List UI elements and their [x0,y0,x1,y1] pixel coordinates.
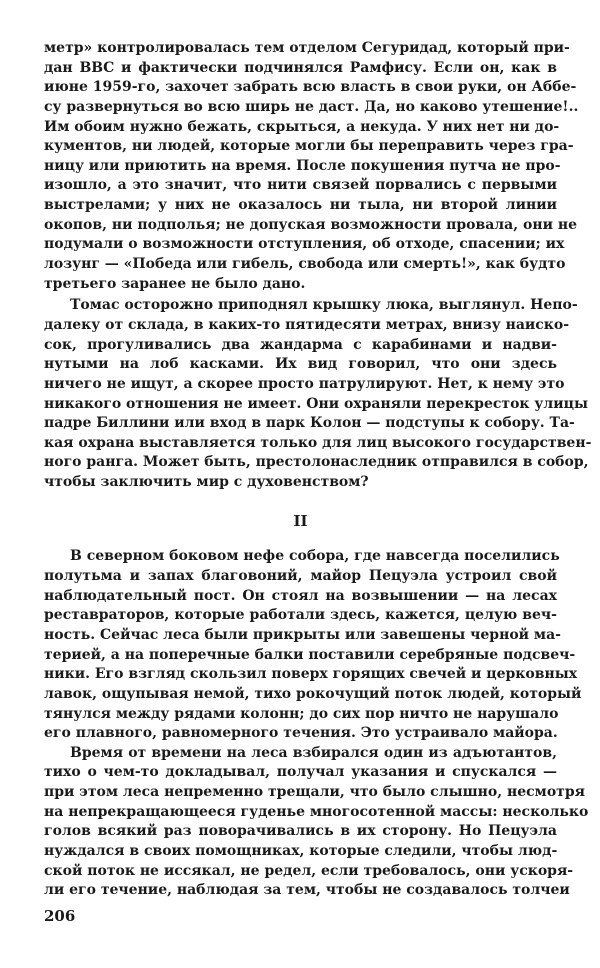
page-number: 206 [44,907,76,925]
text-line: ничего не ищут, а скорее просто патрулируют. Нет, к нему это [44,375,565,392]
text-line: терией, а на поперечные балки поставили серебряные подсвеч- [44,646,576,663]
text-line: Время от времени на леса взбирался один из адъютантов, [70,744,557,761]
paragraph-3 [44,547,582,743]
text-line: сок, прогуливались два жандарма с карабинами и надви- [44,336,557,353]
text-line: тихо о чем-то докладывал, получал указания и спускался — [44,764,557,781]
text-line: голов всякий раз поворачивались в их сторону. Но Пецуэла [44,823,557,840]
section-heading: II [293,511,308,530]
text-line: ли его течение, наблюдая за тем, чтобы не создавалось толчеи [44,882,570,899]
text-line: окопов, ни подполья; не допуская возможности провала, они не [44,216,577,233]
text-line: нуждался в своих помощниках, которые следили, чтобы люд- [44,842,558,859]
text-line: на непрекращающееся гуденье многосотенной массы: несколько [44,803,589,820]
paragraph-4 [44,744,589,901]
book-page [44,39,592,901]
text-line: ного ранга. Может быть, престолонаследник отправился в собор, [44,454,589,471]
text-line: нутыми на лоб касками. Их вид говорил, что они здесь [44,356,557,373]
text-line: чтобы заключить мир с духовенством? [44,474,369,491]
text-line: су развернуться во всю ширь не даст. Да, но каково утешение!.. [44,98,579,115]
text-line: В северном боковом нефе собора, где навсегда поселились [70,548,560,565]
text-line: реставраторов, которые работали здесь, кажется, целую веч- [44,607,557,624]
text-line: третьего заранее не было дано. [44,275,306,292]
text-line: июне 1959-го, захочет забрать всю власть в свои руки, он Аббе- [44,79,577,96]
text-line: Томас осторожно приподнял крышку люка, выглянул. Непо- [70,297,578,314]
text-line: наблюдательный пост. Он стоял на возвышении — на лесах [44,587,557,604]
text-line: падре Биллини или вход в парк Колон — подступы к собору. Та- [44,415,575,432]
text-line: метр» контролировалась тем отделом Сегуридад, который при- [44,40,570,56]
text-line: его плавного, равномерного течения. Это устраивало майора. [44,725,558,742]
text-line: при этом леса непременно трещали, что было слышно, несмотря [44,784,585,801]
text-line: ность. Сейчас леса были прикрыты или завешены черной ма- [44,626,561,643]
paragraph-2 [44,296,592,492]
text-line: полутьма и запах благовоний, майор Пецуэла устроил свой [44,568,557,585]
text-line: кументов, ни людей, которые могли бы переправить через гра- [44,138,574,155]
text-line: лозунг — «Победа или гибель, свобода или смерть!», как будто [44,256,566,273]
text-line: ницу или приютить на время. После покушения путча не про- [44,157,561,174]
text-line: ники. Его взгляд скользил поверх горящих свечей и церковных [44,666,578,683]
text-line: подумали о возможности отступления, об отходе, спасении; их [44,236,565,253]
text-line: выстрелами; у них не оказалось ни тыла, ни второй линии [44,197,557,214]
text-line: кая охрана выставляется только для лиц высокого государствен- [44,434,592,451]
paragraph-1 [44,39,579,294]
text-line: лавок, ощупывая немой, тихо рокочущий поток людей, который [44,685,582,702]
text-line: дан ВВС и фактически подчинялся Рамфису. Если он, как в [44,59,557,76]
text-line: ской поток не иссякал, не редел, если требовалось, они ускоря- [44,862,574,879]
text-line: далеку от склада, в каких-то пятидесяти метрах, внизу наиско- [44,316,570,333]
text-line: тянулся между рядами колонн; до сих пор ничто не нарушало [44,705,559,722]
text-line: Им обоим нужно бежать, скрыться, а некуда. У них нет ни до- [44,118,560,135]
text-line: изошло, а это значит, что нити связей порвались с первыми [44,177,557,194]
text-line: никакого отношения не имеет. Они охраняли перекресток улицы [44,395,588,412]
